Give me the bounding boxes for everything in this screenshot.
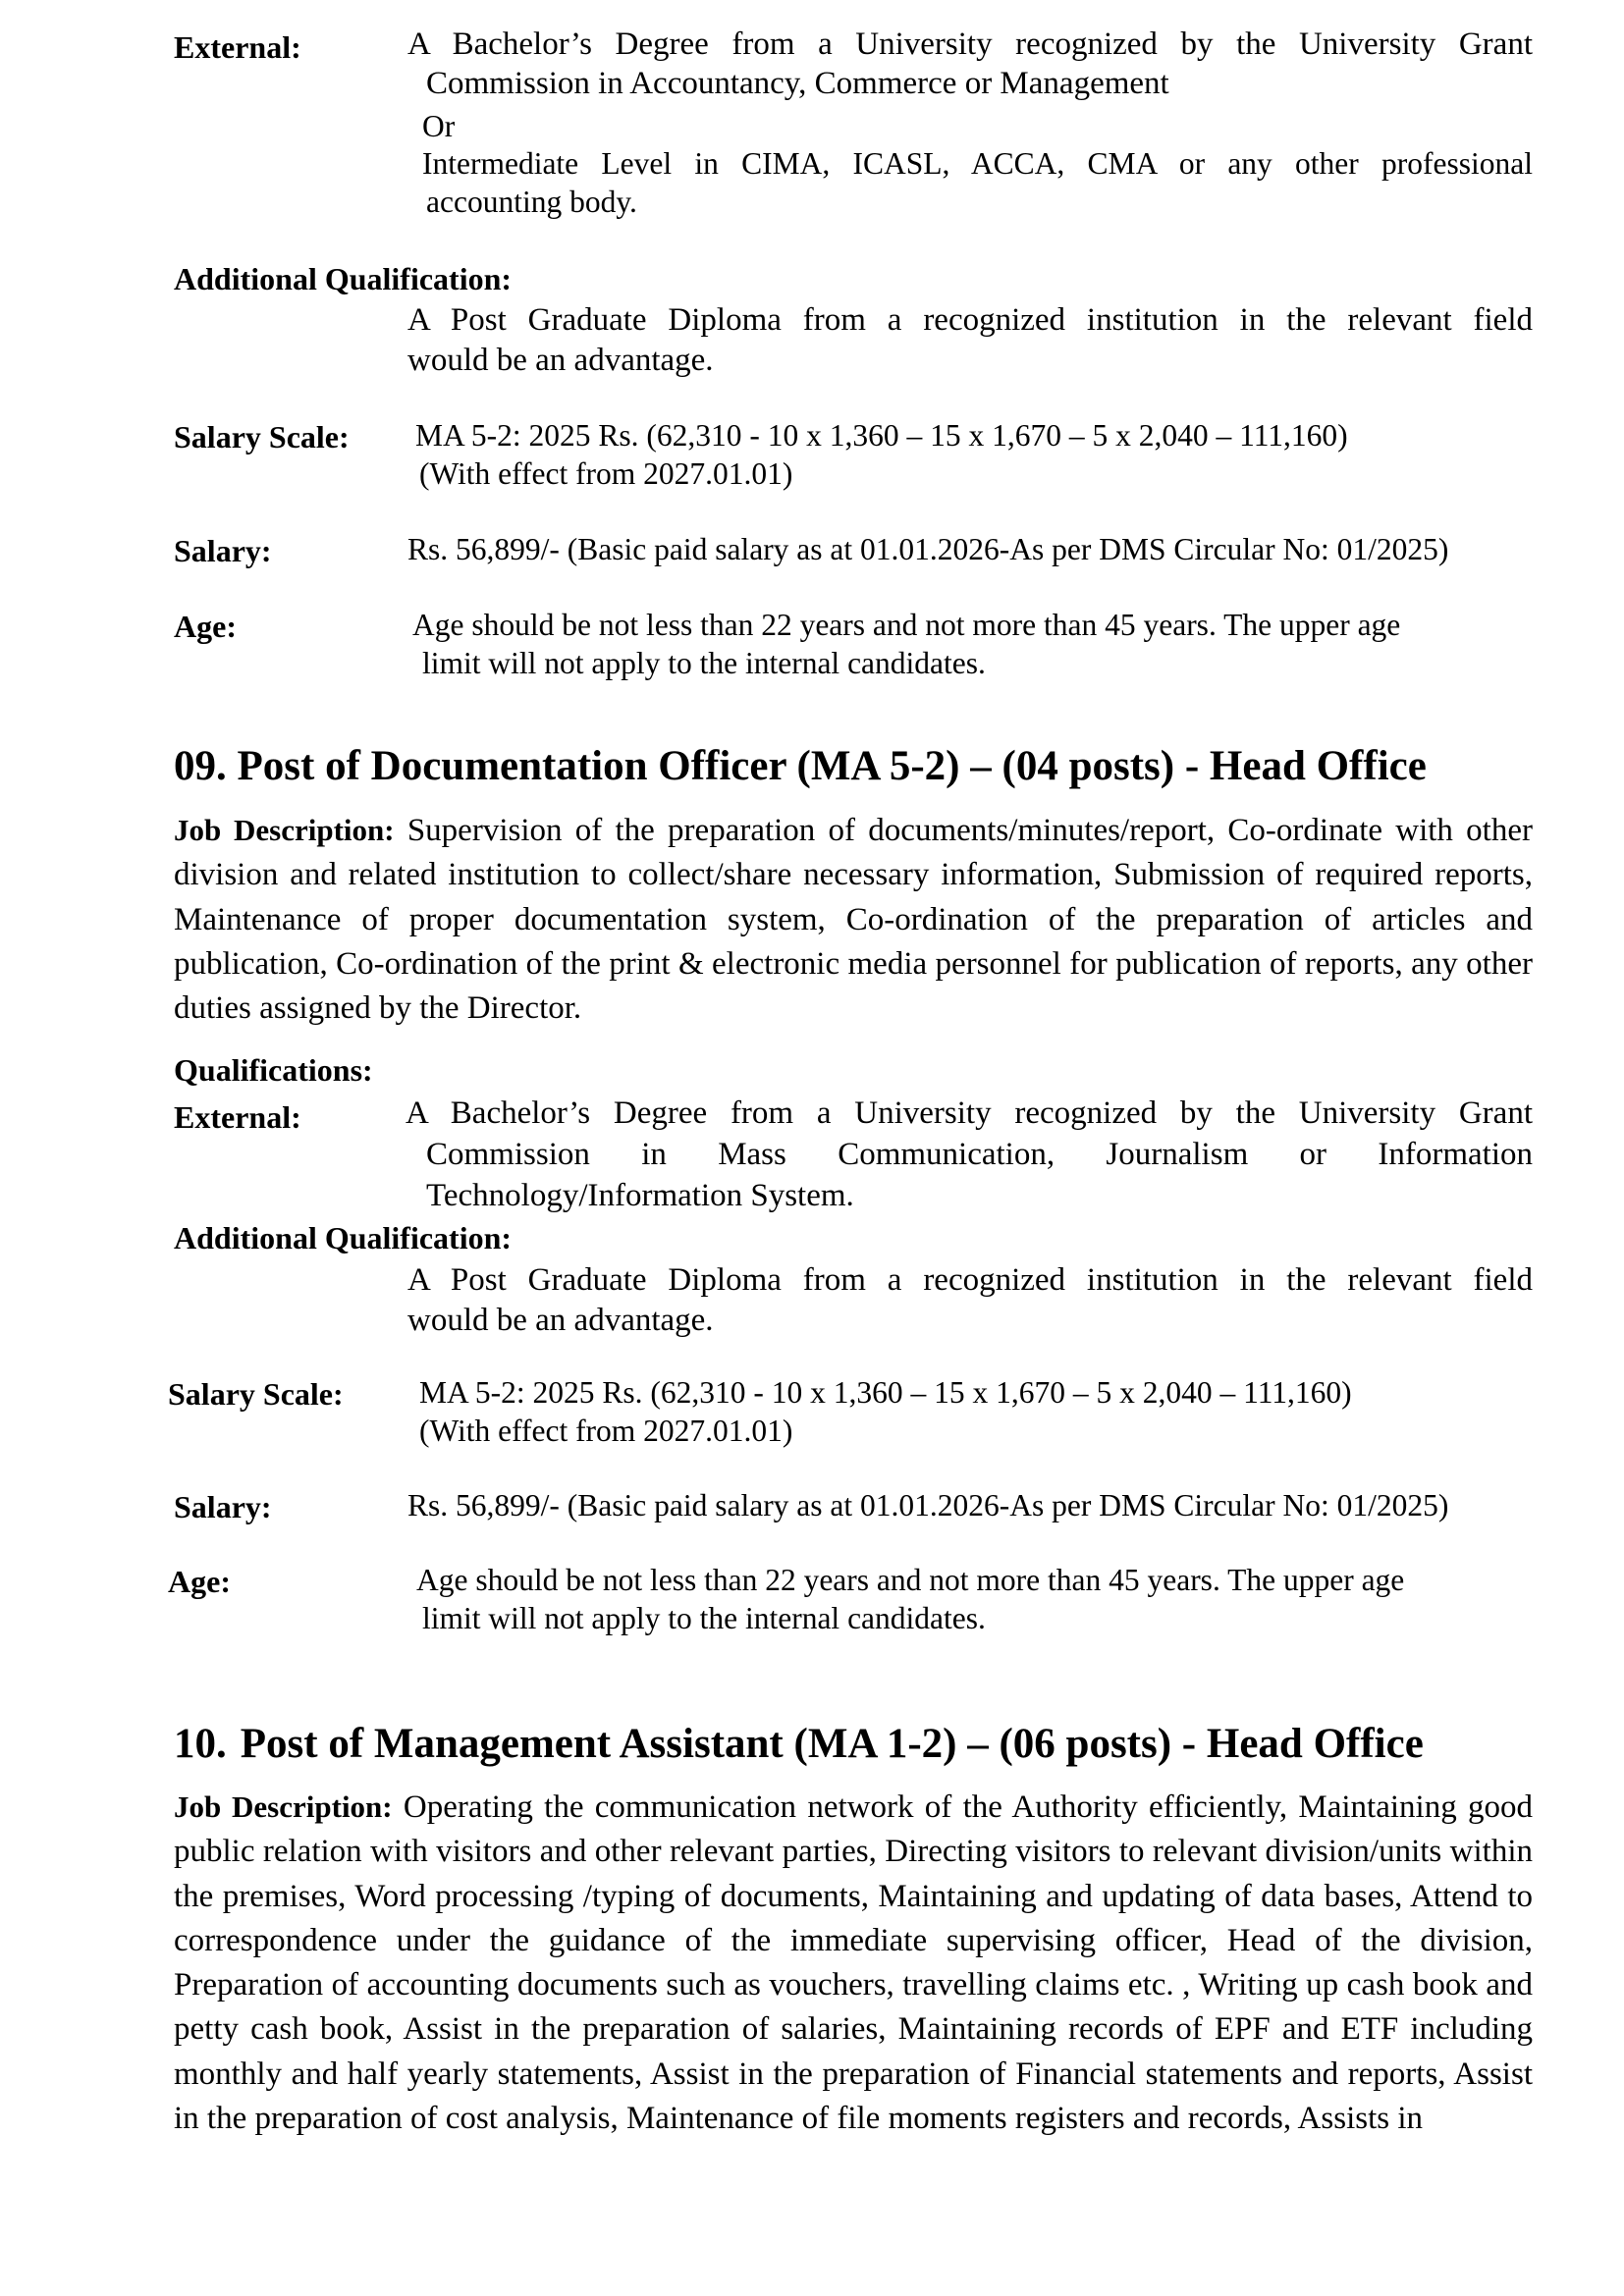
qualifications-label: Qualifications:	[174, 1052, 373, 1088]
additional-qualification-line2: would be an advantage.	[407, 343, 714, 378]
age-label: Age:	[174, 609, 237, 644]
additional-qualification-line2: would be an advantage.	[407, 1303, 714, 1338]
additional-qualification-line1: A Post Graduate Diploma from a recognized institution in the relevant field	[407, 1262, 1533, 1298]
external-text-line1: A Bachelor’s Degree from a University recognized by the University Grant	[407, 27, 1533, 62]
salary-scale-line1: MA 5-2: 2025 Rs. (62,310 - 10 x 1,360 – 15 x 1,670 – 5 x 2,040 – 111,160)	[415, 418, 1348, 453]
post-09-heading: 09. Post of Documentation Officer (MA 5-2) – (04 posts) - Head Office	[174, 743, 1427, 789]
salary-scale-label: Salary Scale:	[174, 419, 350, 454]
external-text-line3: Technology/Information System.	[426, 1178, 854, 1213]
salary-scale-label: Salary Scale:	[168, 1376, 344, 1412]
external-text-line1: A Bachelor’s Degree from a University recognized by the University Grant	[406, 1095, 1533, 1131]
salary-text: Rs. 56,899/- (Basic paid salary as at 01.01.2026-As per DMS Circular No: 01/2025)	[407, 532, 1449, 566]
salary-scale-line2: (With effect from 2027.01.01)	[419, 1414, 793, 1448]
additional-qualification-label: Additional Qualification:	[174, 1220, 513, 1255]
external-label: External:	[174, 1099, 301, 1135]
job-description-label: Job Description:	[174, 813, 395, 847]
salary-label: Salary:	[174, 533, 272, 568]
post-09-job-description	[174, 808, 1533, 1031]
age-line2: limit will not apply to the internal candidates.	[422, 646, 986, 680]
external-label: External:	[174, 29, 301, 65]
job-description-text: Operating the communication network of the Authority efficiently, Maintaining good public relation with visitors and other relevant parties, Directing visitors to relevant division/units within the premises, Word processing /typing of documents, Maintaining and updating of data bases, Attend to correspondence under the guidance of the immediate supervising officer, Head of the division, Preparation of accounting documents such as vouchers, travelling claims etc. , Writing up cash book and petty cash book, Assist in the preparation of salaries, Maintaining records of EPF and ETF including monthly and half yearly statements, Assist in the preparation of Financial statements and reports, Assist in the preparation of cost analysis, Maintenance of file moments registers and records, Assists in	[174, 1789, 1533, 2137]
salary-label: Salary:	[174, 1489, 272, 1524]
post-10-job-description	[174, 1785, 1533, 2141]
external-text-line3: Intermediate Level in CIMA, ICASL, ACCA, CMA or any other professional	[422, 146, 1533, 181]
age-line1: Age should be not less than 22 years and not more than 45 years. The upper age	[416, 1563, 1405, 1597]
or-text: Or	[422, 109, 456, 143]
salary-scale-line1: MA 5-2: 2025 Rs. (62,310 - 10 x 1,360 – 15 x 1,670 – 5 x 2,040 – 111,160)	[419, 1375, 1352, 1410]
additional-qualification-label: Additional Qualification:	[174, 261, 513, 296]
job-description-label: Job Description:	[174, 1789, 393, 1824]
salary-text: Rs. 56,899/- (Basic paid salary as at 01.01.2026-As per DMS Circular No: 01/2025)	[407, 1488, 1449, 1522]
job-description-text: Supervision of the preparation of documents/minutes/report, Co-ordinate with other division and related institution to collect/share necessary information, Submission of required reports, Maintenance of proper documentation system, Co-ordination of the preparation of articles and publication, Co-ordination of the print & electronic media personnel for publication of reports, any other duties assigned by the Director.	[174, 813, 1533, 1027]
post-10-heading-text: Post of Management Assistant (MA 1-2) – (06 posts) - Head Office	[240, 1721, 1424, 1767]
external-text-line2: Commission in Mass Communication, Journalism or Information	[426, 1137, 1533, 1172]
additional-qualification-line1: A Post Graduate Diploma from a recognized institution in the relevant field	[407, 302, 1533, 338]
age-line2: limit will not apply to the internal candidates.	[422, 1601, 986, 1635]
age-label: Age:	[168, 1564, 231, 1599]
external-text-line4: accounting body.	[426, 185, 637, 219]
external-text-line2: Commission in Accountancy, Commerce or Management	[426, 66, 1169, 101]
salary-scale-line2: (With effect from 2027.01.01)	[419, 456, 793, 491]
post-10-heading	[174, 1720, 1424, 1768]
post-10-heading-number: 10.	[174, 1721, 227, 1767]
age-line1: Age should be not less than 22 years and not more than 45 years. The upper age	[412, 608, 1401, 642]
